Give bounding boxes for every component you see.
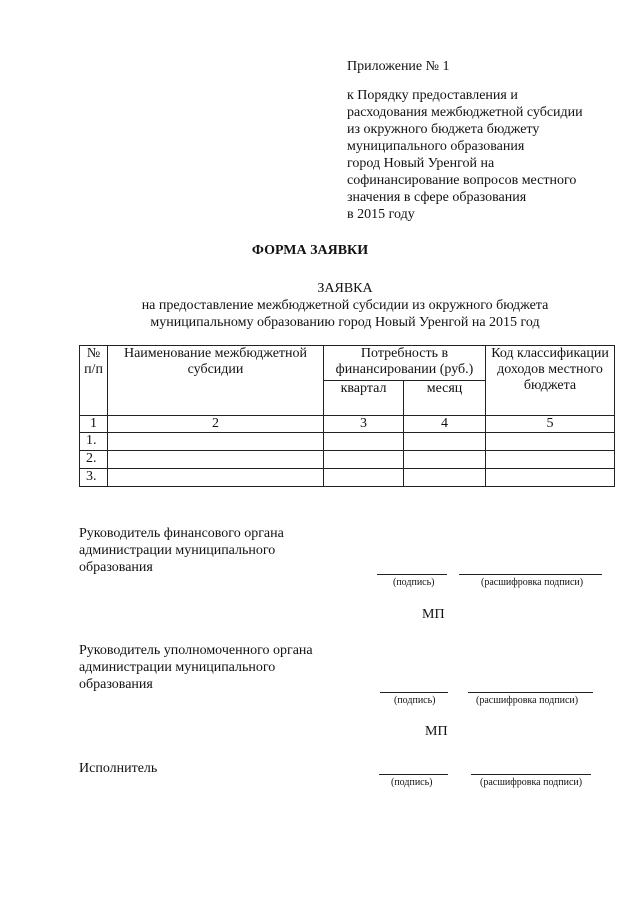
row-number: 3. (80, 469, 108, 487)
annex-title: Приложение № 1 (347, 59, 450, 74)
row-code (486, 469, 615, 487)
table-row (80, 451, 615, 469)
form-title: ФОРМА ЗАЯВКИ (251, 243, 369, 258)
annex-line: из окружного бюджета бюджету (347, 122, 540, 137)
application-subtitle-line: на предоставление межбюджетной субсидии из окружного бюджета (141, 298, 549, 313)
column-number-cell: 5 (486, 416, 615, 433)
authorized-head-line: Руководитель уполномоченного органа (79, 643, 313, 658)
row-number: 1. (80, 433, 108, 451)
annex-line: муниципального образования (347, 139, 525, 154)
row-quarter (324, 433, 404, 451)
finance-head-line: образования (79, 560, 153, 575)
decoding-line (459, 574, 602, 575)
annex-line: значения в сфере образования (347, 190, 527, 205)
decoding-line (471, 774, 591, 775)
finance-head-line: Руководитель финансового органа (79, 526, 284, 541)
signature-line (380, 692, 448, 693)
row-month (404, 469, 486, 487)
annex-line: к Порядку предоставления и (347, 88, 518, 103)
application-title-block (0, 280, 640, 331)
decoding-caption: (расшифровка подписи) (481, 577, 584, 588)
header-quarter: квартал (324, 381, 404, 416)
column-number-cell: 4 (404, 416, 486, 433)
annex-line: софинансирование вопросов местного (347, 173, 577, 188)
application-subtitle-line: муниципальному образованию город Новый Уренгой на 2015 год (150, 315, 540, 330)
header-subsidy-name: Наименование межбюджетной субсидии (108, 346, 324, 416)
finance-head-line: администрации муниципального (79, 543, 276, 558)
authorized-head-line: образования (79, 677, 153, 692)
column-number-cell: 1 (80, 416, 108, 433)
header-month: месяц (404, 381, 486, 416)
annex-line: в 2015 году (347, 207, 415, 222)
row-quarter (324, 469, 404, 487)
application-title: ЗАЯВКА (317, 281, 373, 296)
column-numbering-row (80, 416, 615, 433)
signature-caption: (подпись) (394, 695, 436, 706)
decoding-caption: (расшифровка подписи) (476, 695, 579, 706)
decoding-line (468, 692, 593, 693)
row-code (486, 451, 615, 469)
executor-label: Исполнитель (79, 761, 158, 776)
header-financing-need: Потребность в финансировании (руб.) (324, 346, 486, 381)
signature-line (377, 574, 447, 575)
authorized-head-label (79, 642, 313, 693)
finance-head-label (79, 525, 284, 576)
row-subsidy-name (108, 469, 324, 487)
row-month (404, 451, 486, 469)
signature-line (379, 774, 448, 775)
row-code (486, 433, 615, 451)
decoding-caption: (расшифровка подписи) (480, 777, 583, 788)
authorized-head-line: администрации муниципального (79, 660, 276, 675)
table-row (80, 433, 615, 451)
row-subsidy-name (108, 451, 324, 469)
row-subsidy-name (108, 433, 324, 451)
annex-header (347, 58, 583, 223)
column-number-cell: 2 (108, 416, 324, 433)
header-number: № п/п (80, 346, 108, 416)
header-income-code: Код классификации доходов местного бюджета (486, 346, 615, 416)
stamp-mark: МП (425, 724, 448, 739)
column-number-cell: 3 (324, 416, 404, 433)
row-month (404, 433, 486, 451)
row-quarter (324, 451, 404, 469)
annex-line: расходования межбюджетной субсидии (347, 105, 583, 120)
table-row (80, 469, 615, 487)
annex-line: город Новый Уренгой на (347, 156, 495, 171)
signature-caption: (подпись) (391, 777, 433, 788)
request-table (79, 345, 615, 487)
signature-caption: (подпись) (393, 577, 435, 588)
row-number: 2. (80, 451, 108, 469)
stamp-mark: МП (422, 607, 445, 622)
